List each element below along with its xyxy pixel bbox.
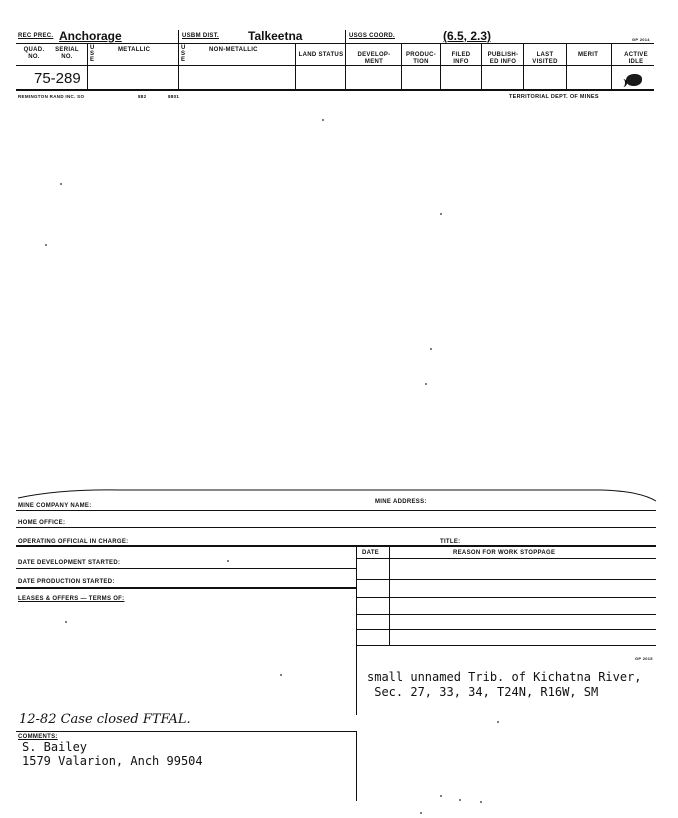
col-active-idle: ACTIVE IDLE <box>624 52 648 65</box>
reason-col-header: REASON FOR WORK STOPPAGE <box>453 550 556 556</box>
col-nonmetallic: NON-METALLIC <box>209 47 258 53</box>
col-serial-no: SERIAL NO. <box>55 47 79 60</box>
col-quad-no: QUAD. NO. <box>23 47 45 60</box>
territorial-text: TERRITORIAL DEPT. OF MINES <box>509 94 599 100</box>
home-office-label: HOME OFFICE: <box>18 520 66 526</box>
form-code-bottom: GP 2015 <box>635 656 653 661</box>
operating-official-label: OPERATING OFFICIAL IN CHARGE: <box>18 539 129 545</box>
usbm-dist-value: Talkeetna <box>248 29 303 43</box>
fold-edge <box>0 483 678 503</box>
usgs-coord-label: USGS COORD. <box>349 33 395 39</box>
col-production: PRODUC- TION <box>405 52 437 65</box>
ink-blot <box>626 74 642 86</box>
col-land-status: LAND STATUS <box>298 52 344 58</box>
printer-code2: 8801 <box>168 94 180 99</box>
rec-prec-value: Anchorage <box>59 29 122 43</box>
usgs-coord-value: (6.5, 2.3) <box>443 29 492 43</box>
comment-line-1: S. Bailey <box>22 740 88 754</box>
location-line-2: Sec. 27, 33, 34, T24N, R16W, SM <box>367 685 599 699</box>
location-line-1: small unnamed Trib. of Kichatna River, <box>367 670 642 684</box>
date-prod-started-label: DATE PRODUCTION STARTED: <box>18 579 115 585</box>
rec-prec-label: REC PREC. <box>18 33 54 39</box>
title-label: TITLE: <box>440 539 461 545</box>
usbm-dist-label: USBM DIST. <box>182 33 220 39</box>
ink-mark <box>620 79 627 87</box>
date-col-header: DATE <box>362 550 380 556</box>
col-last-visited: LAST VISITED <box>532 52 558 65</box>
date-dev-started-label: DATE DEVELOPMENT STARTED: <box>18 560 121 566</box>
comments-label: COMMENTS: <box>18 734 58 740</box>
col-development: DEVELOP- MENT <box>357 52 391 65</box>
printer-text: REMINGTON RAND INC. SO <box>18 94 85 99</box>
col-merit: MERIT <box>578 52 599 58</box>
col-filed-info: FILED INFO <box>451 52 471 65</box>
handwritten-note: 12-82 Case closed FTFAL. <box>19 712 191 727</box>
mine-address-label: MINE ADDRESS: <box>375 499 427 505</box>
printer-code1: 882 <box>138 94 147 99</box>
leases-label: LEASES & OFFERS — TERMS OF: <box>18 596 125 602</box>
quad-serial-value: 75-289 <box>34 70 81 87</box>
col-use-nonmetallic: U S E <box>181 45 186 63</box>
mine-company-name-label: MINE COMPANY NAME: <box>18 503 92 509</box>
col-use-metallic: U S E <box>90 45 95 63</box>
comment-line-2: 1579 Valarion, Anch 99504 <box>22 754 203 768</box>
col-published-info: PUBLISH- ED INFO <box>487 52 519 65</box>
col-metallic: METALLIC <box>118 47 151 53</box>
form-code-top: GP 2014 <box>632 37 650 42</box>
